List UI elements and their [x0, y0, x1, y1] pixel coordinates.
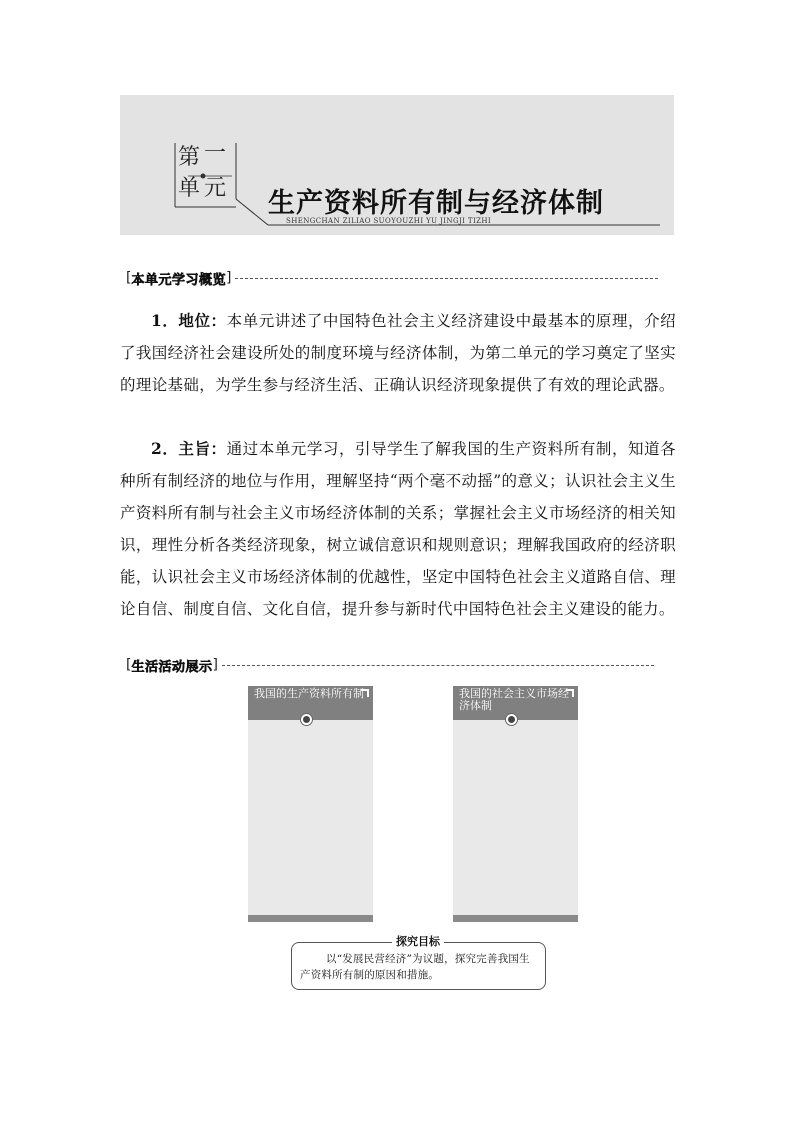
section-header-activities: [ 生活活动展示 ]	[126, 656, 654, 674]
unit-label-char: 元	[204, 176, 227, 201]
point-text: 通过本单元学习，引导学生了解我国的生产资料所有制，知道各种所有制经济的地位与作用，理解坚持“两个毫不动摇”的意义；认识社会主义生产资料所有制与社会主义市场经济体制的关系；掌握社会主义市场经济的相关知识，理性分析各类经济现象，树立诚信意识和规则意识；理解我国政府的经济职能，认识社会主义市场经济体制的优越性，坚定中国特色社会主义道路自信、理论自信、制度自信、文化自信，提升参与新时代中国特色社会主义建设的能力。	[120, 440, 676, 618]
inquiry-goal-title: 探究目标	[392, 935, 444, 949]
overview-point	[120, 433, 676, 625]
inquiry-goal-box	[291, 935, 546, 990]
activity-column-title: 我国的生产资料所有制	[254, 687, 364, 700]
activity-column-title: 我国的社会主义市场经济体制	[459, 687, 569, 712]
section-header-overview: [ 本单元学习概览 ]	[126, 269, 658, 287]
unit-title-pinyin: SHENGCHAN ZILIAO SUOYOUZHI YU JINGJI TIZHI	[286, 217, 492, 225]
header-divider	[222, 665, 654, 666]
point-label: 1．地位：	[151, 311, 227, 330]
point-text: 本单元讲述了中国特色社会主义经济建设中最基本的原理，介绍了我国经济社会建设所处的制度环境与经济体制，为第二单元的学习奠定了坚实的理论基础，为学生参与经济生活、正确认识经济现象提供了有效的理论武器。	[120, 312, 676, 394]
unit-banner	[120, 95, 674, 235]
inquiry-goal-text: 以“发展民营经济”为议题，探究完善我国生产资料所有制的原因和措施。	[300, 953, 530, 981]
unit-label-char: 第	[178, 145, 201, 170]
unit-label-char: 一	[204, 141, 227, 166]
unit-title: 生产资料所有制与经济体制	[268, 188, 604, 219]
header-divider	[235, 278, 658, 279]
point-label: 2．主旨：	[151, 439, 227, 458]
corner-arrow-icon	[361, 689, 369, 697]
activity-column-footer	[453, 915, 578, 922]
section-header-label: 本单元学习概览	[131, 272, 226, 288]
unit-label-char: 单	[178, 176, 201, 201]
activity-column	[248, 686, 373, 922]
section-header-label: 生活活动展示	[131, 659, 213, 675]
globe-icon	[505, 713, 518, 726]
activity-column	[453, 686, 578, 922]
globe-icon	[300, 713, 313, 726]
activity-column-footer	[248, 915, 373, 922]
overview-point	[120, 305, 676, 401]
corner-arrow-icon	[566, 689, 574, 697]
